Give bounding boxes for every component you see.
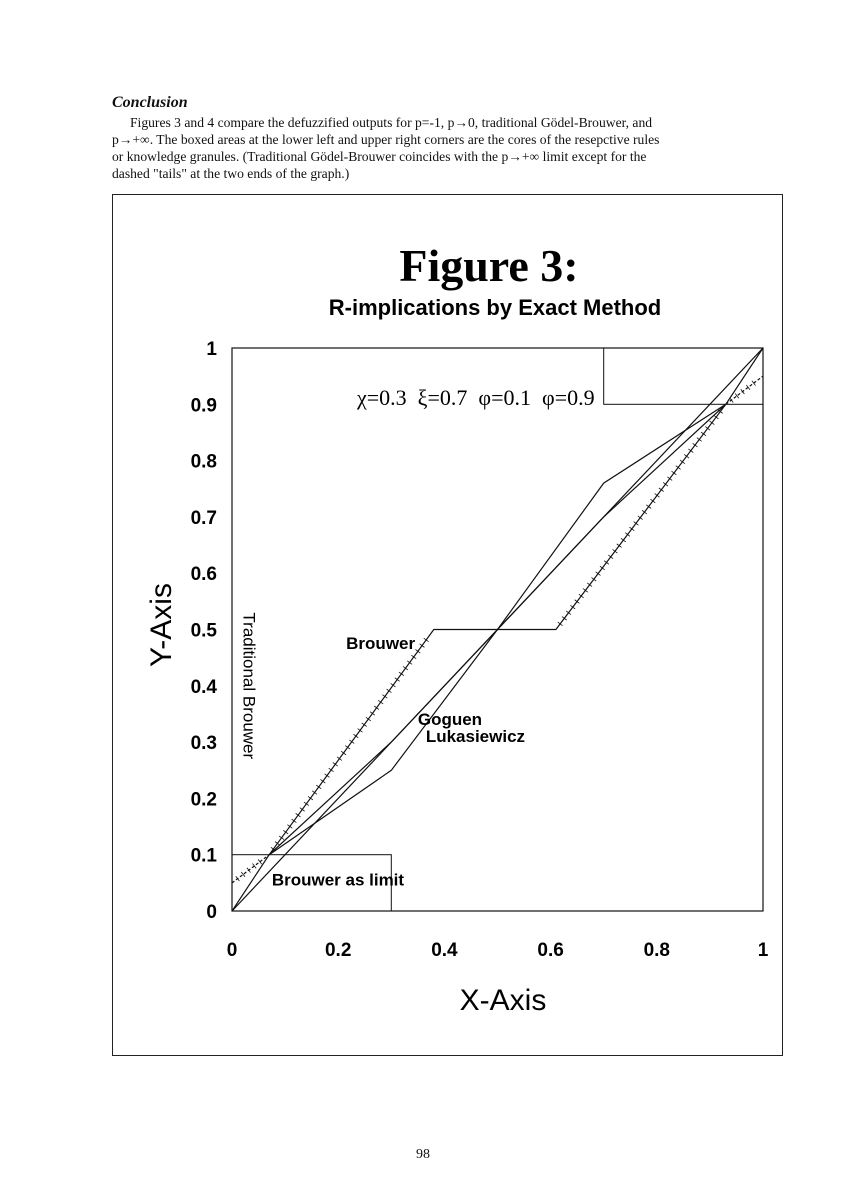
series-hatch (329, 768, 334, 772)
y-tick-label: 0.5 (190, 620, 217, 642)
y-tick-label: 1 (206, 339, 217, 360)
series-hatch (316, 785, 321, 789)
series-hatch (320, 779, 325, 783)
paragraph-line-3: or knowledge granules. (Traditional Gödel-Brouwer coincides with the p→+∞ limit except for the (112, 149, 647, 164)
series-hatch (403, 666, 408, 670)
chart-subtitle: R-implications by Exact Method (328, 295, 662, 320)
x-tick-label: 0.6 (537, 940, 564, 961)
series-hatch (279, 836, 284, 840)
figure-frame (112, 194, 783, 1056)
y-tick-label: 0.7 (190, 507, 217, 529)
x-tick-label: 1 (757, 940, 769, 961)
paragraph-line-1: Figures 3 and 4 compare the defuzzified outputs for p=-1, p→0, traditional Gödel-Brouwer, and (130, 115, 653, 130)
series-line (232, 348, 763, 911)
paragraph-line-4: dashed "tails" at the two ends of the graph.) (112, 166, 350, 181)
y-tick-label: 0 (206, 902, 217, 923)
series-hatch (304, 802, 309, 806)
series-hatch (378, 700, 383, 704)
series-hatch (387, 689, 392, 693)
series-hatch (424, 638, 429, 642)
series-hatch (411, 655, 416, 659)
x-tick-label: 0.4 (431, 940, 458, 961)
figure-3-chart (113, 195, 784, 1057)
series-hatch (741, 389, 745, 394)
series-hatch (395, 678, 400, 682)
y-tick-label: 0.6 (190, 564, 217, 586)
y-tick-label: 0.2 (190, 789, 217, 811)
x-tick-label: 0.8 (643, 940, 671, 961)
series-hatch (275, 842, 280, 846)
series-hatch (325, 774, 330, 778)
series-annotation: Goguen (417, 710, 483, 730)
y-tick-label: 0.1 (190, 845, 217, 867)
series-hatch (333, 763, 338, 767)
series-hatch (391, 683, 396, 687)
series-hatch (353, 734, 358, 738)
series-hatch (415, 649, 420, 653)
x-axis-label: X-Axis (459, 984, 547, 1017)
series-hatch (374, 706, 379, 710)
series-hatch (247, 868, 251, 873)
page-number: 98 (416, 1147, 430, 1162)
series-hatch (300, 808, 305, 812)
paragraph-line-2: p→+∞. The boxed areas at the lower left and upper right corners are the cores of the resepctive rules (112, 132, 660, 147)
series-annotation: Brouwer as limit (271, 870, 405, 890)
series-hatch (420, 644, 425, 648)
y-tick-label: 0.4 (190, 676, 217, 698)
core-box (604, 348, 763, 404)
y-tick-label: 0.9 (190, 395, 217, 417)
series-hatch (345, 746, 350, 750)
series-hatch (283, 830, 288, 834)
series-hatch (296, 813, 301, 817)
series-hatch (370, 712, 375, 716)
series-hatch (407, 661, 412, 665)
section-heading: Conclusion (112, 94, 188, 111)
y-tick-label: 0.3 (190, 733, 217, 755)
series-hatch (349, 740, 354, 744)
series-hatch (308, 796, 313, 800)
series-hatch (287, 825, 292, 829)
series-hatch (362, 723, 367, 727)
series-annotation: Traditional Brouwer (239, 612, 259, 760)
chart-title: Figure 3: (399, 240, 579, 291)
series-hatch (358, 729, 363, 733)
x-tick-label: 0.2 (324, 940, 352, 961)
series-hatch (292, 819, 297, 823)
x-tick-label: 0 (226, 940, 238, 961)
y-tick-label: 0.8 (190, 451, 217, 473)
series-hatch (399, 672, 404, 676)
chart-parameters: χ=0.3 ξ=0.7 φ=0.1 φ=0.9 (357, 385, 595, 410)
conclusion-paragraph (112, 114, 784, 182)
series-hatch (366, 717, 371, 721)
series-hatch (382, 695, 387, 699)
series-hatch (341, 751, 346, 755)
series-annotation: Brouwer (346, 634, 416, 654)
series-hatch (312, 791, 317, 795)
series-hatch (337, 757, 342, 761)
series-annotation: Lukasiewicz (425, 727, 526, 747)
y-axis-label: Y-Axis (145, 583, 178, 667)
